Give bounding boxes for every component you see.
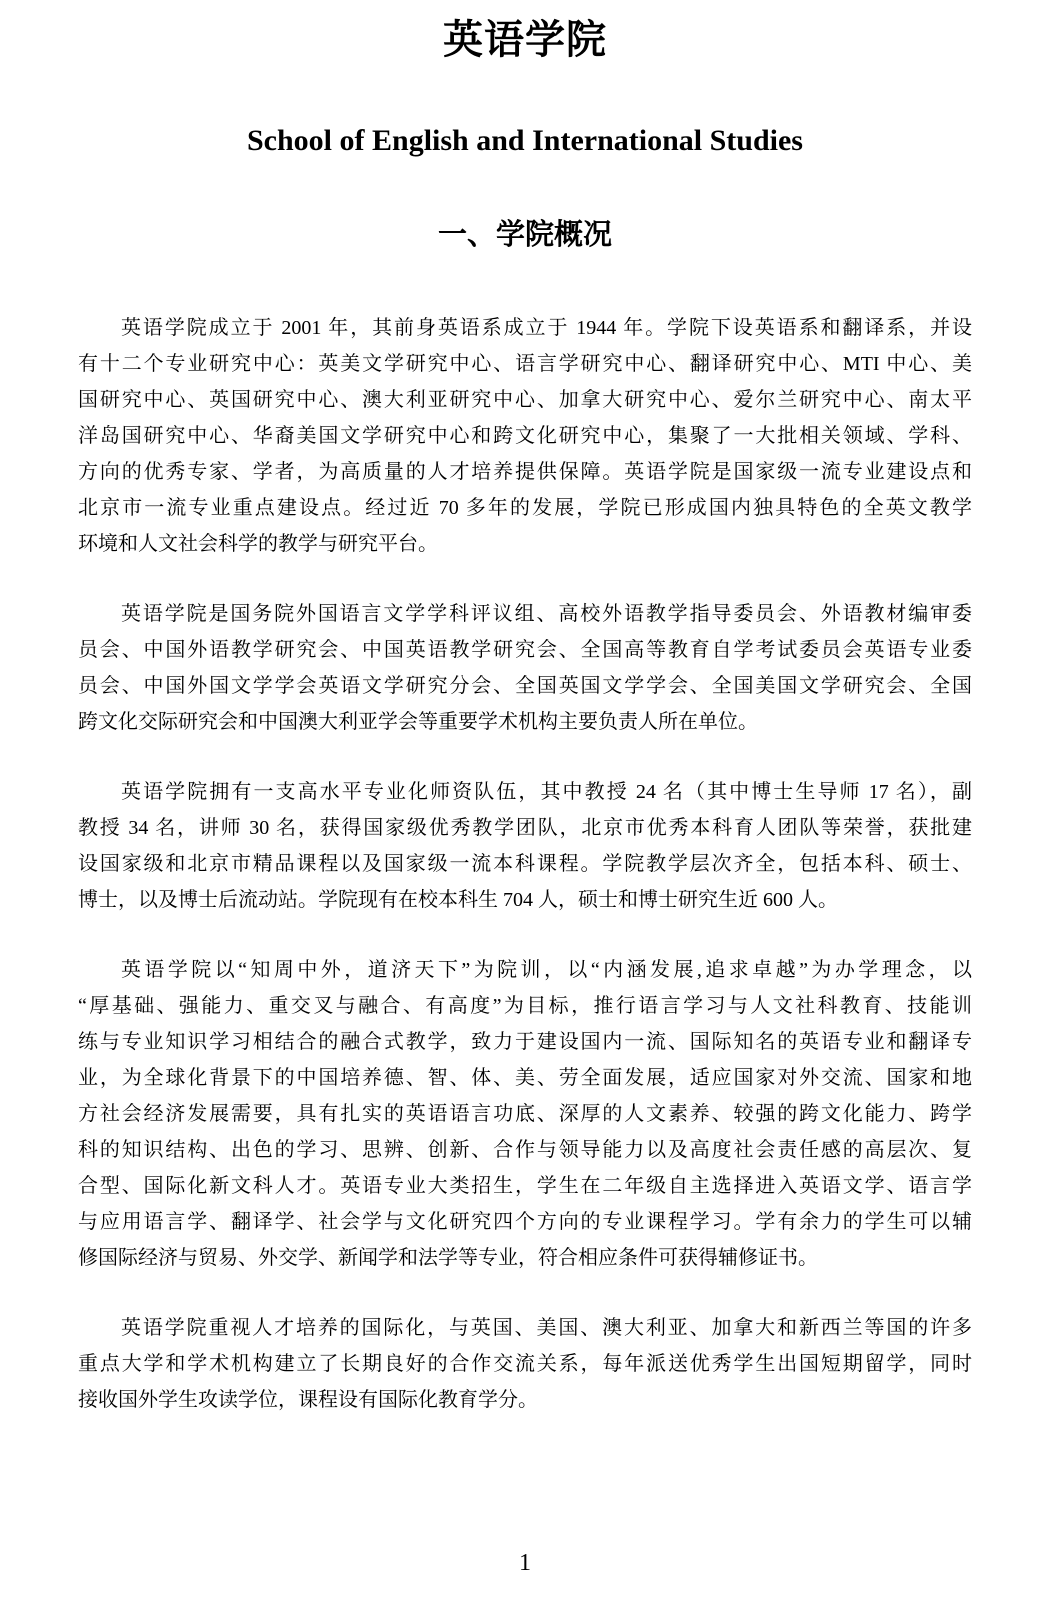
text-line: 合型、国际化新文科人才。英语专业大类招生，学生在二年级自主选择进入英语文学、语言学 [78, 1175, 972, 1197]
paragraph [78, 596, 972, 740]
text-line: 国研究中心、英国研究中心、澳大利亚研究中心、加拿大研究中心、爱尔兰研究中心、南太平 [78, 389, 972, 411]
text-line: 方向的优秀专家、学者，为高质量的人才培养提供保障。英语学院是国家级一流专业建设点和 [78, 461, 972, 483]
text-line: 接收国外学生攻读学位，课程设有国际化教育学分。 [78, 1389, 538, 1411]
text-line: 方社会经济发展需要，具有扎实的英语语言功底、深厚的人文素养、较强的跨文化能力、跨学 [78, 1103, 972, 1125]
text-line: 重点大学和学术机构建立了长期良好的合作交流关系，每年派送优秀学生出国短期留学，同时 [78, 1353, 972, 1375]
text-line: 英语学院拥有一支高水平专业化师资队伍，其中教授 24 名（其中博士生导师 17 名），副 [121, 781, 972, 803]
document-body [78, 310, 972, 1418]
text-line: 教授 34 名，讲师 30 名，获得国家级优秀教学团队，北京市优秀本科育人团队等荣誉，获批建 [78, 817, 972, 839]
page-number: 1 [519, 1550, 531, 1576]
text-line: 有十二个专业研究中心：英美文学研究中心、语言学研究中心、翻译研究中心、MTI 中心、美 [78, 353, 972, 375]
document-subtitle: School of English and International Studies [247, 124, 803, 157]
text-line: 与应用语言学、翻译学、社会学与文化研究四个方向的专业课程学习。学有余力的学生可以辅 [78, 1211, 972, 1233]
text-line: 英语学院成立于 2001 年，其前身英语系成立于 1944 年。学院下设英语系和翻译系，并设 [121, 317, 972, 339]
text-line: 英语学院重视人才培养的国际化，与英国、美国、澳大利亚、加拿大和新西兰等国的许多 [121, 1317, 972, 1339]
text-line: 北京市一流专业重点建设点。经过近 70 多年的发展，学院已形成国内独具特色的全英文教学 [78, 497, 972, 519]
text-line: 练与专业知识学习相结合的融合式教学，致力于建设国内一流、国际知名的英语专业和翻译专 [78, 1031, 972, 1053]
text-line: 跨文化交际研究会和中国澳大利亚学会等重要学术机构主要负责人所在单位。 [78, 711, 758, 733]
text-line: 员会、中国外语教学研究会、中国英语教学研究会、全国高等教育自学考试委员会英语专业委 [78, 639, 972, 661]
document-title: 英语学院 [443, 18, 607, 62]
text-line: 科的知识结构、出色的学习、思辨、创新、合作与领导能力以及高度社会责任感的高层次、复 [78, 1139, 972, 1161]
text-line: 业，为全球化背景下的中国培养德、智、体、美、劳全面发展，适应国家对外交流、国家和地 [78, 1067, 972, 1089]
paragraph [78, 310, 972, 562]
section-heading: 一、学院概况 [437, 219, 612, 251]
text-line: 员会、中国外国文学学会英语文学研究分会、全国英国文学学会、全国美国文学研究会、全国 [78, 675, 972, 697]
text-line: 博士，以及博士后流动站。学院现有在校本科生 704 人，硕士和博士研究生近 600 人。 [78, 889, 838, 911]
text-line: “厚基础、强能力、重交叉与融合、有高度”为目标，推行语言学习与人文社科教育、技能训 [78, 995, 972, 1017]
paragraph [78, 952, 972, 1276]
text-line: 设国家级和北京市精品课程以及国家级一流本科课程。学院教学层次齐全，包括本科、硕士、 [78, 853, 972, 875]
text-line: 环境和人文社会科学的教学与研究平台。 [78, 533, 438, 555]
text-line: 英语学院是国务院外国语言文学学科评议组、高校外语教学指导委员会、外语教材编审委 [121, 603, 972, 625]
paragraph [78, 1310, 972, 1418]
text-line: 英语学院以“知周中外，道济天下”为院训，以“内涵发展,追求卓越”为办学理念，以 [121, 959, 972, 981]
paragraph [78, 774, 972, 918]
text-line: 洋岛国研究中心、华裔美国文学研究中心和跨文化研究中心，集聚了一大批相关领域、学科、 [78, 425, 972, 447]
text-line: 修国际经济与贸易、外交学、新闻学和法学等专业，符合相应条件可获得辅修证书。 [78, 1247, 818, 1269]
